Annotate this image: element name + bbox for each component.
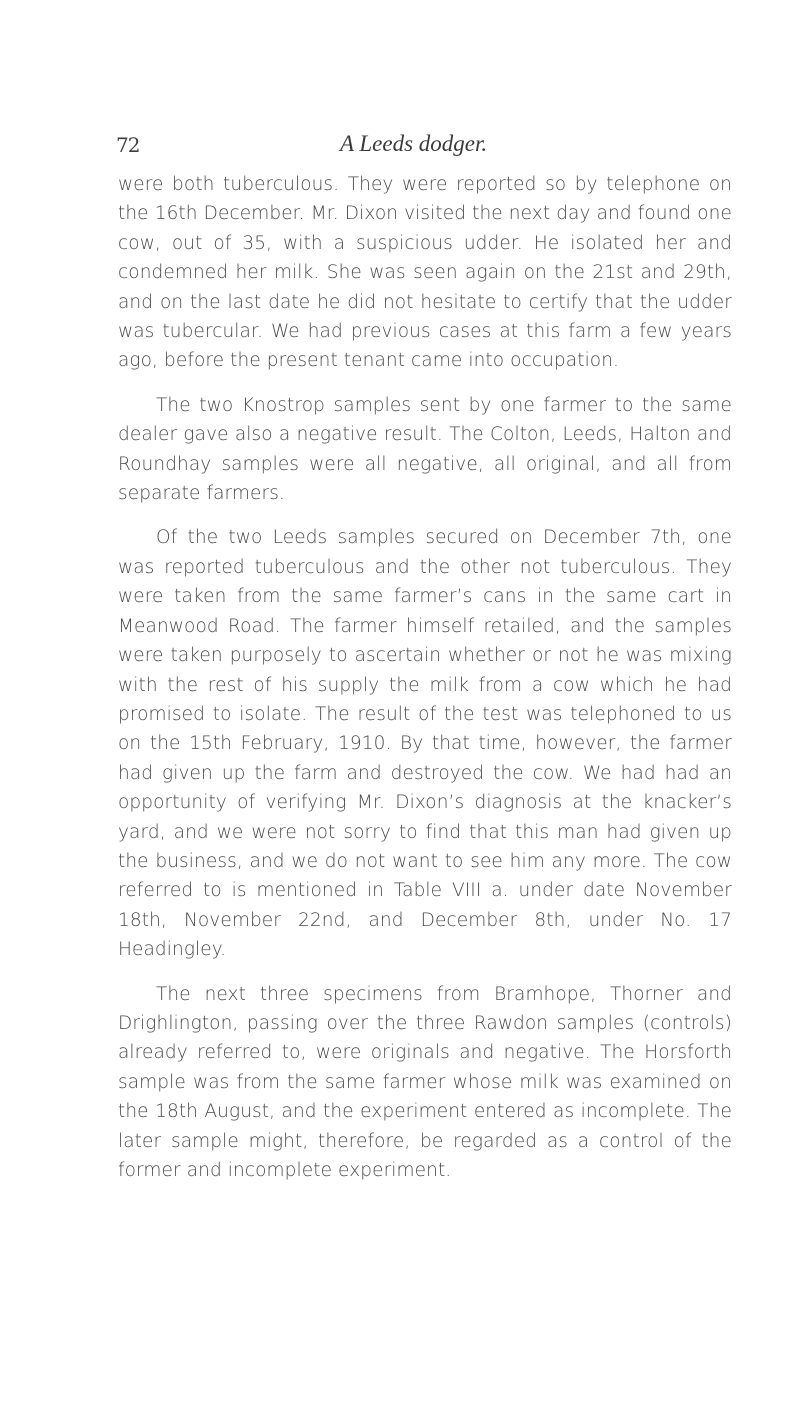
page-number: 72 (116, 133, 140, 157)
paragraph-3: Of the two Leeds samples secured on December 7th, one was reported tuberculous and the other not tuberculous. They were taken from the same farmer’s cans in the same cart in Meanwood Road. The farmer himself retailed, and the samples were taken purposely to ascertain whether or not he was mixing with the rest of his supply the milk from a cow which he had promised to isolate. The result of the test was telephoned to us on the 15th February, 1910. By that time, however, the farmer had given up the farm and destroyed the cow. We had had an opportunity of verifying Mr. Dixon’s diagnosis at the knacker’s yard, and we were not sorry to find that this man had given up the business, and we do not want to see him any more. The cow referred to is mentioned in Table VIII a. under date November 18th, November 22nd, and December 8th, under No. 17 Headingley. (118, 527, 732, 961)
paragraph-2: The two Knostrop samples sent by one farmer to the same dealer gave also a negative result. The Colton, Leeds, Halton and Roundhay samples were all negative, all original, and all from separate farmers. (118, 394, 732, 505)
paragraph-4: The next three specimens from Bramhope, Thorner and Drighlington, passing over the three Rawdon samples (controls) already referred to, were originals and negative. The Horsforth sample was from the same farmer whose milk was examined on the 18th August, and the experiment entered as incomplete. The later sample might, therefore, be regarded as a control of the former and incomplete experiment. (118, 983, 732, 1181)
running-title: A Leeds dodger. (340, 131, 488, 156)
body-text (118, 170, 732, 1200)
paragraph-1: were both tuberculous. They were reported so by telephone on the 16th December. Mr. Dixon visited the next day and found one cow, out of 35, with a suspicious udder. He isolated her and condemned her milk. She was seen again on the 21st and 29th, and on the last date he did not hesitate to certify that the udder was tubercular. We had previous cases at this farm a few years ago, before the present tenant came into occupation. (118, 174, 732, 372)
